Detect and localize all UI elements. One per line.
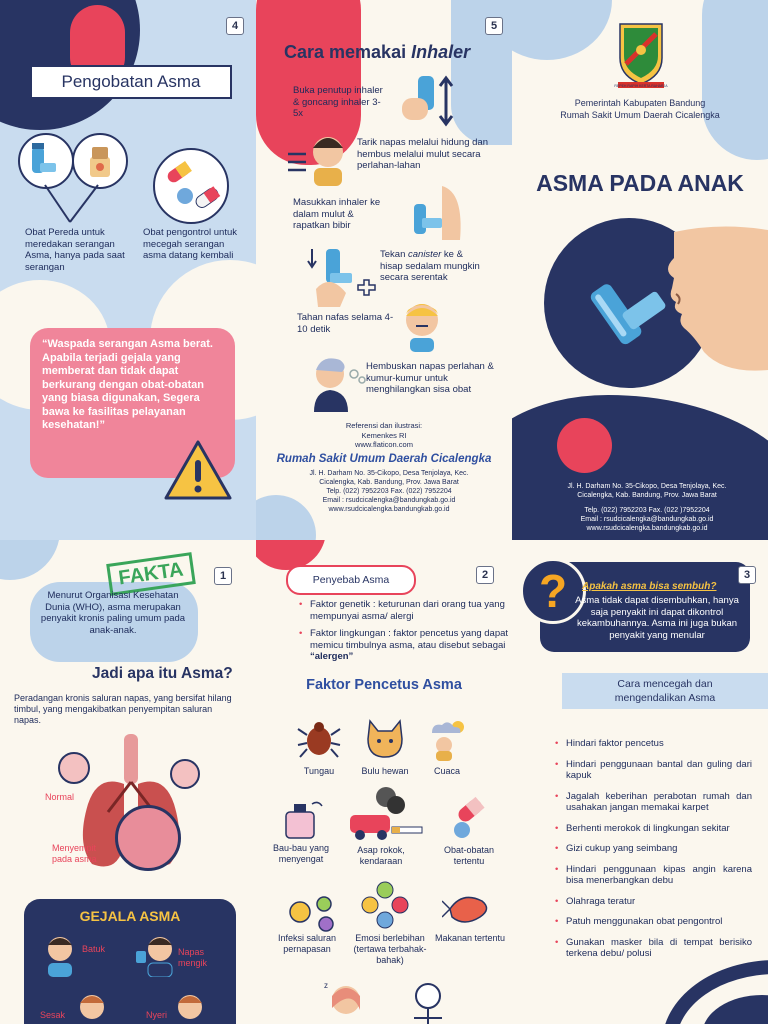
symptom-pain-label: Nyeri <box>146 1010 168 1020</box>
prevention-title: Cara mencegah dan mengendalikan Asma <box>614 678 716 704</box>
reliever-text: Obat Pereda untuk meredakan serangan Asma, hanya pada saat serangan <box>25 227 125 273</box>
chest-pain-icon <box>174 991 206 1024</box>
wheeze-icon <box>132 933 178 982</box>
weather-icon <box>426 715 472 766</box>
reference-block <box>276 421 492 450</box>
prevention-item: • Patuh menggunakan obat pengontrol <box>566 916 752 928</box>
phone-line: Telp. (022) 7952203 Fax. (022 )7952204 <box>584 507 710 514</box>
page-number: 4 <box>226 17 244 35</box>
reference-label: Referensi dan ilustrasi: <box>345 421 423 430</box>
step-4-text <box>380 249 480 284</box>
definition-heading: Jadi apa itu Asma? <box>92 665 233 682</box>
panel-1-what-is-asthma <box>0 540 256 1024</box>
trigger-food-label: Makanan tertentu <box>434 933 506 943</box>
hold-breath-icon <box>402 298 442 357</box>
prevention-item: • Hindari penggunaan kipas angin karena bisa menerbangkan debu <box>566 864 752 887</box>
exhale-icon <box>308 352 368 417</box>
decor-blob <box>0 540 60 580</box>
symptom-shortness-label: Sesak <box>40 1010 66 1020</box>
prevention-item: • Hindari penggunaan bantal dan guling dari kapuk <box>566 759 752 782</box>
section-title: Pengobatan Asma <box>61 72 201 91</box>
prevention-item: • Jagalah keberihan perabotan rumah dan usahakan jangan memakai karpet <box>566 791 752 814</box>
normal-label: Normal <box>45 792 75 802</box>
title-italic: Inhaler <box>411 42 471 62</box>
exercise-icon <box>406 978 450 1024</box>
email-line: Email : rsudcicalengka@bandungkab.go.id <box>322 497 456 504</box>
inhaler-shake-icon <box>394 70 462 137</box>
decor-blob <box>702 0 768 160</box>
short-breath-icon <box>76 991 108 1024</box>
decor-blob <box>557 418 612 473</box>
step-1-text: Buka penutup inhaler & goncang inhaler 3-5x <box>293 85 383 119</box>
panel-cover <box>512 0 768 540</box>
triggers-title: Faktor Pencetus Asma <box>306 677 462 693</box>
step-5-text: Tahan nafas selama 4-10 detik <box>297 312 394 335</box>
trigger-mite-label: Tungau <box>303 766 335 776</box>
definition-text: Peradangan kronis saluran napas, yang bersifat hilang timbul, yang mengakibatkan penyempitan saluran napas. <box>14 693 232 725</box>
cause-environment-text: Faktor lingkungan : faktor pencetus yang dapat memicu timbulnya asma, atau disebut sebagai <box>310 628 509 651</box>
title-plain: Cara memakai <box>284 42 412 62</box>
page-number: 5 <box>485 17 503 35</box>
step-6-text: Hembuskan napas perlahan & kumur-kumur untuk menghilangkan sisa obat <box>366 361 494 395</box>
prevention-item: • Gunakan masker bila di tempat berisiko terkena debu/ polusi <box>566 937 752 960</box>
fakta-stamp-text: FAKTA <box>117 558 185 590</box>
page-number: 3 <box>738 566 756 584</box>
emotion-icon <box>360 880 410 935</box>
child-inhaler-illustration <box>544 218 768 393</box>
panel-4-treatment <box>0 0 256 540</box>
answer-text: Asma tidak dapat disembuhkan, hanya saja penyakit ini dapat dikontrol kekambuhannya. Asma ini juga bukan penyakit yang menular <box>575 595 739 641</box>
website-line: www.rsudcicalengka.bandungkab.go.id <box>328 506 450 513</box>
inhaler-mouth-icon <box>406 182 466 247</box>
virus-icon <box>282 890 342 939</box>
symptom-cough-label: Batuk <box>82 944 106 954</box>
controller-text: Obat pengontrol untuk mecegah serangan asma datang kembali <box>143 227 238 261</box>
warning-text: “Waspada serangan Asma berat. Apabila terjadi gejala yang memberat dan tidak dapat berkurang dengan obat-obatan yang biasa digunakan, Segera bawa ke fasilitas pelayanan kesehatan!” <box>42 338 213 431</box>
prevention-item: • Gizi cukup yang seimbang <box>566 843 752 855</box>
trigger-medicine-label: Obat-obatan tertentu <box>443 845 495 866</box>
decor-blob <box>512 0 612 60</box>
cover-title: ASMA PADA ANAK <box>536 170 744 196</box>
breathing-boy-icon <box>284 128 354 193</box>
cause-environment <box>310 628 510 663</box>
address-line: Jl. H. Darham No. 35-Cikopo, Desa Tenjolaya, Kec. Cicalengka, Kab. Bandung, Prov. Jawa Barat <box>567 483 727 499</box>
svg-text:z: z <box>324 981 328 990</box>
narrowed-label: Menyempit pada asma <box>52 843 97 864</box>
step-2-text: Tarik napas melalui hidung dan hembus melalui mulut secara perlahan-lahan <box>357 137 488 171</box>
trigger-odor-label: Bau-bau yang menyengat <box>272 843 330 864</box>
step-4-a: Tekan <box>380 249 408 260</box>
question-text: Apakah asma bisa sembuh? <box>582 581 717 592</box>
connector-lines <box>0 0 256 260</box>
panel-2-causes <box>256 540 512 1024</box>
symptoms-card <box>24 899 236 1024</box>
normal-airway-icon <box>58 752 90 784</box>
prevention-title-box <box>562 673 768 709</box>
section-title <box>284 42 470 63</box>
cough-icon <box>42 933 78 982</box>
cause-title-box <box>286 565 416 595</box>
mite-icon <box>296 715 342 766</box>
hospital-address <box>304 469 474 514</box>
narrowed-airway-icon <box>170 759 200 789</box>
trigger-smoke-label: Asap rokok, kendaraan <box>357 845 405 866</box>
narrowed-airway-zoom-icon <box>115 805 181 871</box>
cause-genetic: • Faktor genetik : keturunan dari orang tua yang mempunyai asma/ alergi <box>310 599 510 622</box>
perfume-icon <box>278 798 326 845</box>
reference-url: www.flaticon.com <box>355 440 413 449</box>
page-number: 1 <box>214 567 232 585</box>
prevention-item: • Hindari faktor pencetus <box>566 738 752 750</box>
step-4-italic: canister <box>408 249 442 260</box>
page-number: 2 <box>476 566 494 584</box>
fact-text: Menurut Organisasi Kesehatan Dunia (WHO), asma merupakan penyakit kronis paling umum pada anak-anak. <box>40 590 186 636</box>
step-4-b: ke & hisap sedalam mungkin secara serentak <box>380 249 480 283</box>
government-name: Pemerintah Kabupaten Bandung <box>574 98 706 108</box>
email-line: Email : rsudcicalengka@bandungkab.go.id <box>580 516 714 523</box>
allergen-term: “alergen” <box>310 651 354 662</box>
trigger-fur-label: Bulu hewan <box>361 766 409 776</box>
panel-5-inhaler-steps <box>256 0 512 540</box>
step-3-text: Masukkan inhaler ke dalam mulut & rapatkan bibir <box>293 197 381 231</box>
panel-3-prevention <box>512 540 768 1024</box>
trigger-weather-label: Cuaca <box>433 766 460 776</box>
prevention-item: • Berhenti merokok di lingkungan sekitar <box>566 823 752 835</box>
symptom-wheeze-label: Napas mengik <box>178 947 208 968</box>
cover-address <box>557 482 737 533</box>
trigger-emotion-label: Emosi berlebihan (tertawa terbahak-bahak) <box>353 933 427 965</box>
question-mark: ? <box>538 565 568 617</box>
trigger-infection-label: Infeksi saluran pernapasan <box>277 933 337 954</box>
medicine-icon <box>448 792 492 847</box>
hospital-name: Rumah Sakit Umum Daerah Cicalengka <box>276 453 492 465</box>
warning-icon <box>162 438 234 509</box>
emblem-motto: REPEH RAPIH KERTA RAHARJA <box>614 84 668 88</box>
cause-list <box>298 599 510 669</box>
reference-source: Kemenkes RI <box>361 430 407 440</box>
sleepy-girl-icon <box>322 978 366 1024</box>
website-line: www.rsudcicalengka.bandungkab.go.id <box>586 525 708 532</box>
cat-icon <box>362 715 408 766</box>
address-line: Jl. H. Darham No. 35-Cikopo, Desa Tenjolaya, Kec. Cicalengka, Kab. Bandung, Prov. Jawa Barat <box>309 470 469 486</box>
shrimp-icon <box>442 887 494 936</box>
press-canister-icon <box>306 243 382 314</box>
prevention-item: • Olahraga teratur <box>566 896 752 908</box>
prevention-list <box>554 738 752 969</box>
cause-title: Penyebab Asma <box>312 574 390 586</box>
hospital-name: Rumah Sakit Umum Daerah Cicalengka <box>560 110 720 120</box>
phone-line: Telp. (022) 7952203 Fax. (022) 7952204 <box>326 488 452 495</box>
smoke-icon <box>344 785 424 850</box>
symptoms-title: GEJALA ASMA <box>79 908 181 924</box>
